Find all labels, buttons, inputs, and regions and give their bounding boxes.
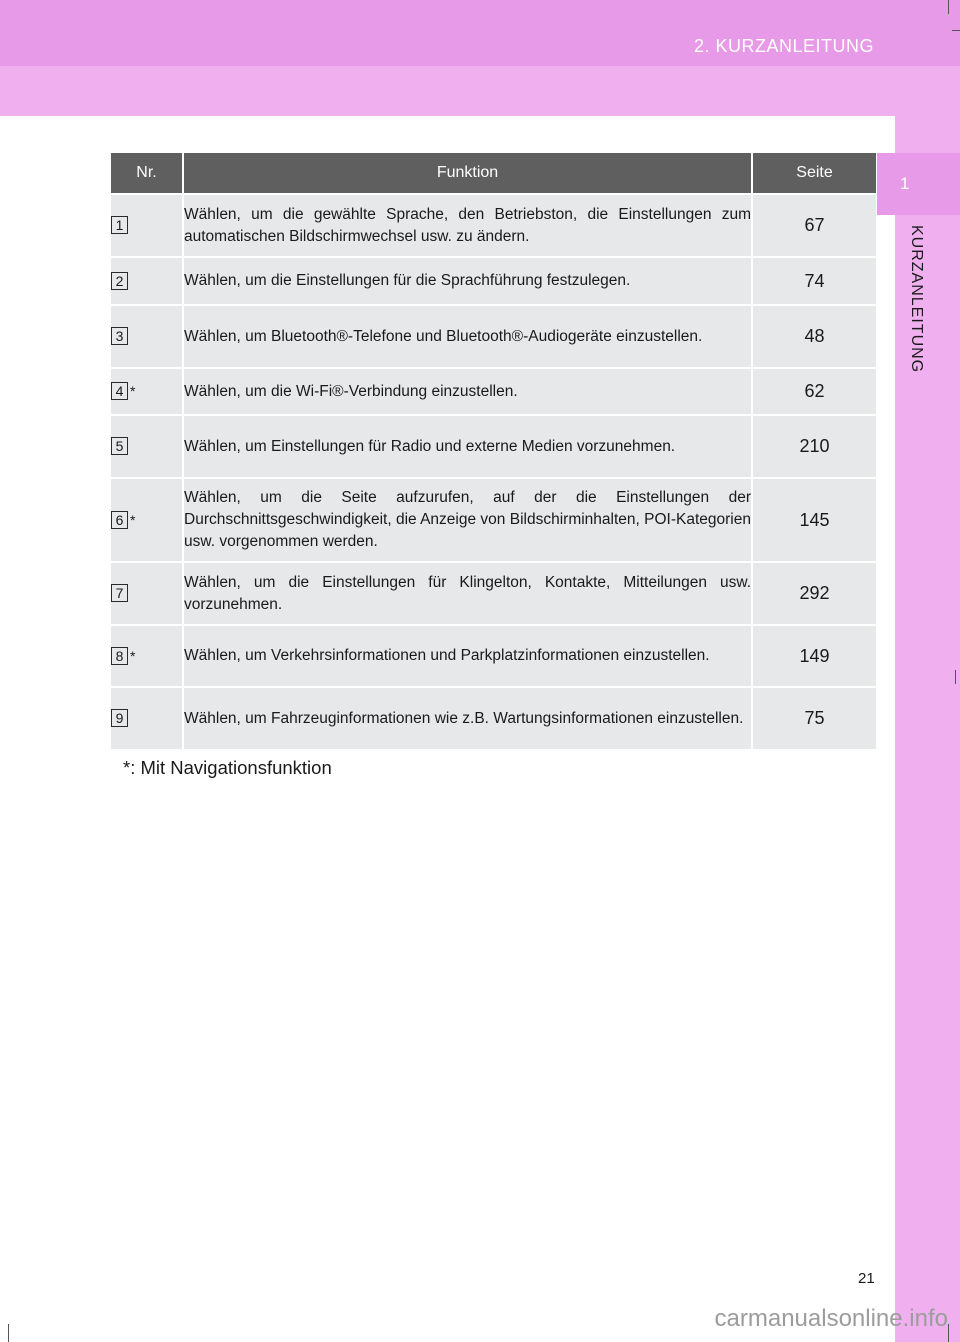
- row-number-badge: 3: [111, 327, 128, 345]
- watermark-logo: carmanualsonline.info: [714, 1305, 948, 1332]
- page-reference[interactable]: 292: [752, 562, 876, 625]
- page-reference[interactable]: 75: [752, 687, 876, 749]
- table-row: [111, 687, 876, 749]
- table-header-row: [111, 153, 876, 194]
- page-reference[interactable]: 62: [752, 368, 876, 415]
- row-number-cell: [111, 478, 183, 562]
- row-number-cell: [111, 415, 183, 478]
- page-reference[interactable]: 48: [752, 305, 876, 368]
- page-reference[interactable]: 149: [752, 625, 876, 687]
- page-reference[interactable]: 210: [752, 415, 876, 478]
- row-number-badge: 8: [111, 647, 128, 665]
- row-number-badge: 5: [111, 437, 128, 455]
- table-row: [111, 625, 876, 687]
- chapter-label: KURZANLEITUNG: [908, 225, 925, 374]
- column-header-function: Funktion: [183, 153, 752, 194]
- table-row: [111, 305, 876, 368]
- function-description: Wählen, um Verkehrsinformationen und Parkplatzinformationen einzustellen.: [183, 625, 752, 687]
- function-description: Wählen, um Bluetooth®-Telefone und Bluetooth®-Audiogeräte einzustellen.: [183, 305, 752, 368]
- table-row: [111, 415, 876, 478]
- function-description: Wählen, um Fahrzeuginformationen wie z.B. Wartungsinformationen einzustellen.: [183, 687, 752, 749]
- row-number-cell: [111, 368, 183, 415]
- footnote: *: Mit Navigationsfunktion: [123, 757, 332, 778]
- page-number: 21: [858, 1270, 875, 1287]
- chapter-tab[interactable]: [877, 153, 960, 215]
- crop-mark: [948, 0, 949, 14]
- table-row: [111, 562, 876, 625]
- crop-mark: [948, 1324, 949, 1342]
- function-description: Wählen, um die Einstellungen für die Sprachführung festzulegen.: [183, 257, 752, 305]
- function-description: Wählen, um die Seite aufzurufen, auf der die Einstellungen der Durchschnittsgeschwindigkeit, die Anzeige von Bildschirminhalten, POI-Kategorien usw. vorgenommen werden.: [183, 478, 752, 562]
- nav-footnote-mark: *: [130, 383, 136, 400]
- section-title: 2. KURZANLEITUNG: [693, 36, 874, 56]
- row-number-cell: [111, 257, 183, 305]
- row-number-badge: 6: [111, 511, 128, 529]
- function-description: Wählen, um die Wi-Fi®-Verbindung einzustellen.: [183, 368, 752, 415]
- function-description: Wählen, um die Einstellungen für Klingelton, Kontakte, Mitteilungen usw. vorzunehmen.: [183, 562, 752, 625]
- table-row: [111, 194, 876, 257]
- crop-mark: [952, 30, 960, 31]
- nav-footnote-mark: *: [130, 511, 136, 528]
- row-number-badge: 2: [111, 272, 128, 290]
- row-number-cell: [111, 562, 183, 625]
- page-reference[interactable]: 67: [752, 194, 876, 257]
- row-number-badge: 7: [111, 584, 128, 602]
- row-number-cell: [111, 305, 183, 368]
- table-row: [111, 368, 876, 415]
- page-reference[interactable]: 145: [752, 478, 876, 562]
- row-number-badge: 1: [111, 216, 128, 234]
- crop-mark: [8, 1324, 9, 1342]
- table-row: [111, 257, 876, 305]
- row-number-cell: [111, 687, 183, 749]
- row-number-cell: [111, 625, 183, 687]
- column-header-page: Seite: [752, 153, 876, 194]
- table-row: [111, 478, 876, 562]
- header-band: [0, 66, 960, 116]
- crop-mark: [955, 670, 956, 684]
- row-number-badge: 9: [111, 709, 128, 727]
- chapter-number: 1: [900, 174, 910, 193]
- row-number-badge: 4: [111, 382, 128, 400]
- function-description: Wählen, um Einstellungen für Radio und externe Medien vorzunehmen.: [183, 415, 752, 478]
- row-number-cell: [111, 194, 183, 257]
- function-description: Wählen, um die gewählte Sprache, den Betriebston, die Einstellungen zum automatischen Bildschirmwechsel usw. zu ändern.: [183, 194, 752, 257]
- nav-footnote-mark: *: [130, 647, 136, 664]
- function-table: [111, 153, 876, 749]
- column-header-nr: Nr.: [111, 153, 183, 194]
- page-reference[interactable]: 74: [752, 257, 876, 305]
